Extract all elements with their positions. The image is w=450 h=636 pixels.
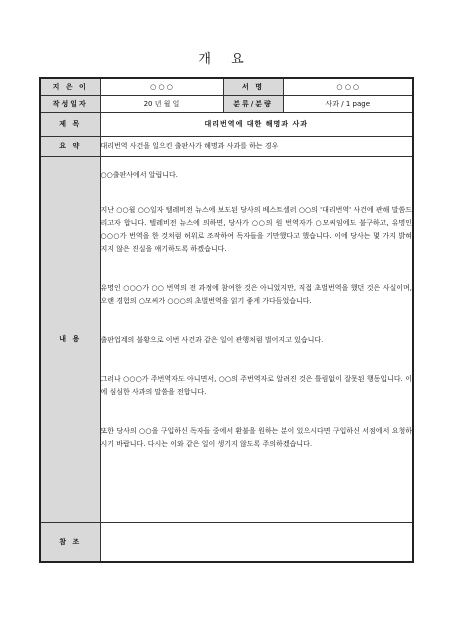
- category-label: 분류/분량: [223, 95, 283, 112]
- summary-value: 대리번역 사건을 일으킨 출판사가 해명과 사과를 하는 경우: [100, 136, 413, 156]
- reference-row: [40, 522, 413, 562]
- summary-form-table: [39, 77, 414, 563]
- summary-row: [40, 136, 413, 156]
- content-row: [40, 156, 413, 522]
- subject-row: [40, 112, 413, 136]
- subject-value: 대리번역에 대한 해명과 사과: [100, 112, 413, 136]
- signature-value: ○ ○ ○: [283, 78, 413, 95]
- reference-label: 참 조: [40, 522, 100, 562]
- summary-label: 요 약: [40, 136, 100, 156]
- content-paragraph: 그러나 ○○○가 주번역자도 아니면서, ○○의 주번역자로 알려진 것은 틀림없이 잘못된 행동입니다. 이에 심심한 사과의 말씀을 전합니다.: [100, 374, 412, 396]
- content-body: [100, 156, 413, 522]
- date-value: 20 년 월 일: [100, 95, 223, 112]
- author-value: ○ ○ ○: [100, 78, 223, 95]
- signature-label: 서 명: [223, 78, 283, 95]
- category-value: 사과 / 1 page: [283, 95, 413, 112]
- content-paragraph: ○○출판사에서 알립니다.: [100, 170, 179, 179]
- content-label: 내 용: [40, 156, 100, 522]
- content-paragraph: 유명인 ○○○가 ○○ 번역의 전 과정에 참여한 것은 아니었지만, 직접 초벌번역을 했던 것은 사실이며, 오랜 경험의 ○모씨가 ○○○의 초벌번역을 읽기 좋게 가다듬었습니다.: [100, 283, 412, 305]
- document-title: 개 요: [198, 52, 252, 67]
- content-paragraph: 지난 ○○월 ○○일자 텔레비전 뉴스에 보도된 당사의 베스트셀러 ○○의 '대리번역' 사건에 관해 말씀드리고자 합니다. 텔레비전 뉴스에 의하면, 당사가 ○○의 원 번역자가 ○모씨임에도 불구하고, 유명인 ○○○가 번역을 한 것처럼 허위로 조작하여 독자들을 기만했다고 했습니다. 이에 당사는 몇 가지 밝혀지지 않은 진실을 얘기하도록 하겠습니다.: [100, 205, 412, 253]
- date-row: [40, 95, 413, 112]
- content-paragraph: 또한 당사의 ○○을 구입하신 독자들 중에서 환불을 원하는 분이 있으시다면 구입하신 서점에서 요청하시기 바랍니다. 다시는 이와 같은 일이 생기지 않도록 주의하겠습니다.: [100, 426, 412, 448]
- content-paragraph: 출판업계의 불황으로 이번 사건과 같은 일이 관행처럼 벌어지고 있습니다.: [100, 335, 324, 344]
- reference-value: [100, 522, 413, 562]
- date-label: 작성일자: [40, 95, 100, 112]
- author-label: 지 은 이: [40, 78, 100, 95]
- subject-label: 제 목: [40, 112, 100, 136]
- author-row: [40, 78, 413, 95]
